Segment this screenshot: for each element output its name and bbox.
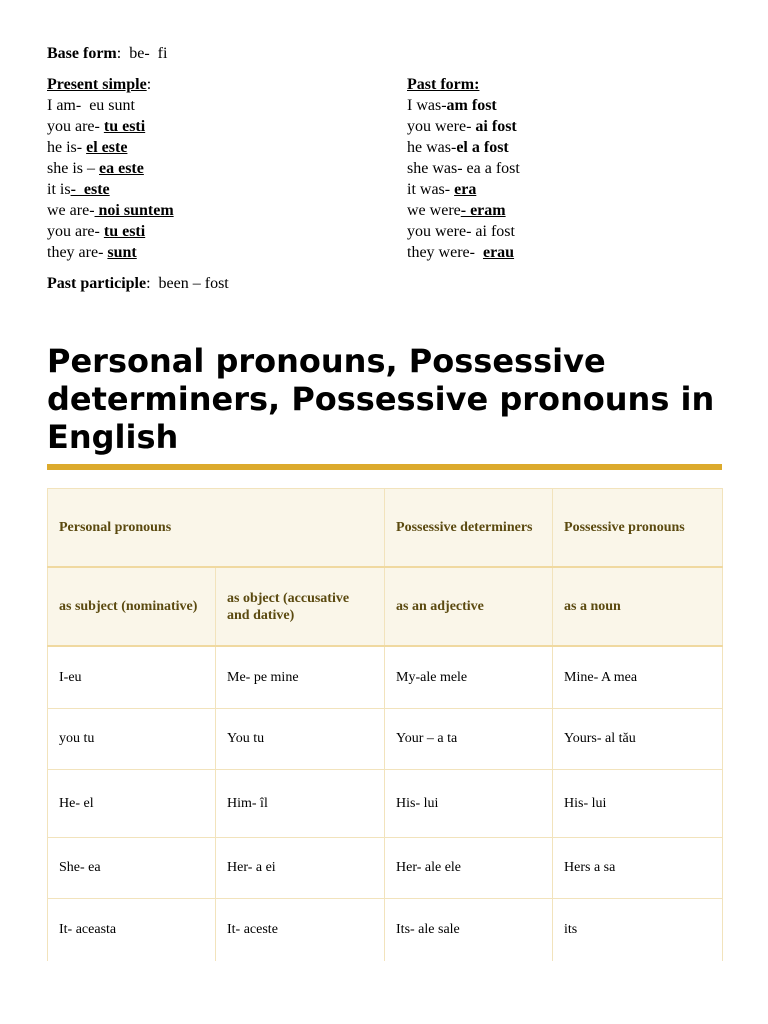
conjugation-text: it is [47, 181, 71, 198]
conjugation-answer: ea este [99, 160, 144, 177]
conjugation-text: I was- [407, 97, 447, 114]
present-simple-line [47, 242, 174, 263]
conjugation-text: they were- [407, 244, 483, 261]
table-cell: His- lui [385, 770, 553, 838]
header-possessive-pronouns: Possessive pronouns [553, 489, 723, 568]
table-cell: I-eu [48, 646, 216, 709]
past-form-line [407, 179, 520, 200]
conjugation-text: she is – [47, 160, 99, 177]
table-row [48, 709, 723, 770]
past-form-line [407, 116, 520, 137]
base-form-label: Base form [47, 45, 117, 62]
table-row [48, 646, 723, 709]
present-simple-line [47, 158, 174, 179]
past-form-line [407, 200, 520, 221]
table-header-row [48, 489, 723, 568]
subheader-cell: as an adjective [385, 567, 553, 646]
conjugation-answer: - eram [460, 202, 506, 219]
table-cell: My-ale mele [385, 646, 553, 709]
table-cell: He- el [48, 770, 216, 838]
past-form-title: Past form: [407, 76, 480, 93]
present-simple-line [47, 116, 174, 137]
conjugation-answer: era [454, 181, 477, 198]
present-simple-line [47, 179, 174, 200]
conjugation-text: we were [407, 202, 461, 219]
past-participle-value: : been – fost [146, 275, 229, 292]
conjugation-text: she was- ea a fost [407, 160, 520, 177]
conjugation-answer: sunt [107, 244, 137, 261]
conjugation-answer: erau [482, 244, 515, 261]
past-participle-label: Past participle [47, 275, 147, 292]
table-cell: Yours- al tău [553, 709, 723, 770]
header-personal-pronouns: Personal pronouns [48, 489, 385, 568]
table-cell: its [553, 899, 723, 962]
table-row [48, 899, 723, 962]
table-row [48, 770, 723, 838]
conjugation-answer: noi suntem [94, 202, 174, 219]
table-subheader-row [48, 567, 723, 646]
table-cell: Its- ale sale [385, 899, 553, 962]
subheader-cell: as a noun [553, 567, 723, 646]
table-row [48, 838, 723, 899]
past-form-column [407, 74, 520, 263]
base-form-value: : be- fi [116, 45, 168, 62]
conjugation-answer: tu esti [103, 118, 146, 135]
past-form-header [407, 74, 520, 95]
conjugation-answer: am fost [446, 97, 497, 114]
past-participle-line [47, 273, 229, 294]
present-simple-line [47, 221, 174, 242]
present-simple-title: Present simple [47, 76, 147, 93]
conjugation-answer: tu esti [103, 223, 146, 240]
table-cell: Her- ale ele [385, 838, 553, 899]
conjugation-text: you are- [47, 118, 104, 135]
conjugation-text: they are- [47, 244, 108, 261]
past-form-line [407, 221, 520, 242]
table-cell: Me- pe mine [216, 646, 385, 709]
past-form-line [407, 158, 520, 179]
subheader-cell: as subject (nominative) [48, 567, 216, 646]
present-simple-column [47, 74, 174, 263]
subheader-cell: as object (accusative and dative) [216, 567, 385, 646]
conjugation-answer: el a fost [456, 139, 509, 156]
table-cell: Her- a ei [216, 838, 385, 899]
table-cell: She- ea [48, 838, 216, 899]
conjugation-answer: el este [86, 139, 128, 156]
conjugation-text: I am- eu sunt [47, 97, 135, 114]
past-form-line [407, 242, 520, 263]
past-form-line [407, 137, 520, 158]
conjugation-answer: ai fost [475, 118, 517, 135]
table-cell: Him- îl [216, 770, 385, 838]
table-cell: It- aceasta [48, 899, 216, 962]
table-cell: It- aceste [216, 899, 385, 962]
table-cell: Your – a ta [385, 709, 553, 770]
table-cell: His- lui [553, 770, 723, 838]
table-cell: Mine- A mea [553, 646, 723, 709]
past-form-line [407, 95, 520, 116]
present-simple-line [47, 95, 174, 116]
present-simple-line [47, 200, 174, 221]
page-title: Personal pronouns, Possessive determiners, Possessive pronouns in English [47, 342, 715, 456]
present-simple-line [47, 137, 174, 158]
table-cell: Hers a sa [553, 838, 723, 899]
conjugation-text: we are- [47, 202, 95, 219]
present-simple-colon: : [146, 76, 152, 93]
base-form-line [47, 43, 167, 64]
pronouns-table [47, 488, 723, 961]
conjugation-text: he is- [47, 139, 87, 156]
header-possessive-determiners: Possessive determiners [385, 489, 553, 568]
table-cell: You tu [216, 709, 385, 770]
conjugation-text: it was- [407, 181, 455, 198]
conjugation-text: you were- [407, 118, 476, 135]
conjugation-answer: - este [70, 181, 110, 198]
conjugation-text: he was- [407, 139, 457, 156]
title-divider [47, 464, 722, 470]
present-simple-header [47, 74, 174, 95]
conjugation-text: you were- ai fost [407, 223, 515, 240]
conjugation-text: you are- [47, 223, 104, 240]
table-cell: you tu [48, 709, 216, 770]
